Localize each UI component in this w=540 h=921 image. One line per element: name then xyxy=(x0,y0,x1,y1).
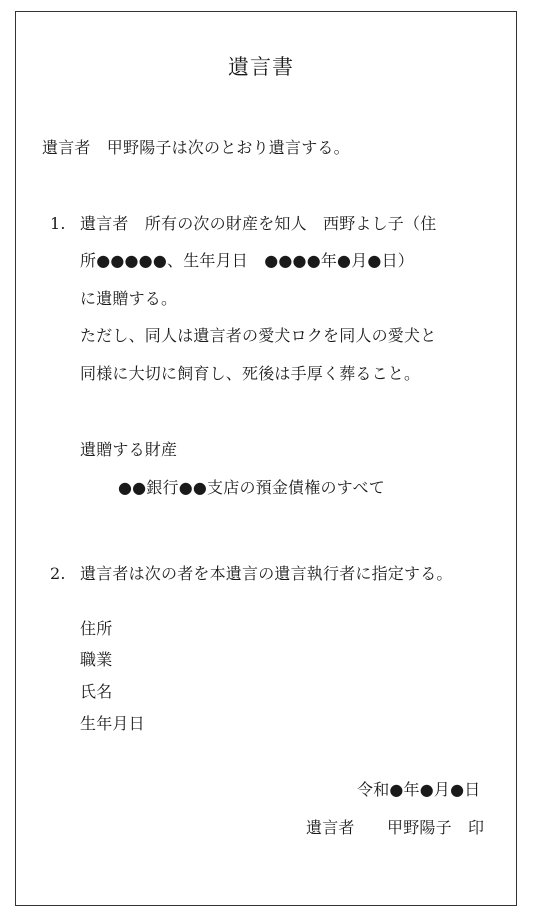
executor-field-name: 氏名 xyxy=(80,682,113,701)
intro-statement: 遺言者 甲野陽子は次のとおり遺言する。 xyxy=(42,138,350,157)
signature-line: 遺言者 甲野陽子 印 xyxy=(306,818,485,837)
item-2-number: 2. xyxy=(50,564,66,583)
executor-field-occupation: 職業 xyxy=(80,650,113,669)
item-1-line: 所●●●●●、生年月日 ●●●●年●月●日） xyxy=(80,251,414,270)
document-date: 令和●年●月●日 xyxy=(357,780,481,799)
document-title: 遺言書 xyxy=(228,55,294,79)
property-detail: ●●銀行●●支店の預金債権のすべて xyxy=(118,478,385,497)
item-1-line: に遺贈する。 xyxy=(80,289,178,308)
item-1-number: 1. xyxy=(50,214,66,233)
executor-field-address: 住所 xyxy=(80,619,113,638)
executor-field-birthdate: 生年月日 xyxy=(80,714,145,733)
property-heading: 遺贈する財産 xyxy=(80,440,178,459)
item-1-line: ただし、同人は遺言者の愛犬ロクを同人の愛犬と xyxy=(80,326,437,345)
item-1-line: 同様に大切に飼育し、死後は手厚く葬ること。 xyxy=(80,364,421,383)
item-1-line: 遺言者 所有の次の財産を知人 西野よし子（住 xyxy=(80,214,437,233)
item-2-text: 遺言者は次の者を本遺言の遺言執行者に指定する。 xyxy=(80,564,453,583)
